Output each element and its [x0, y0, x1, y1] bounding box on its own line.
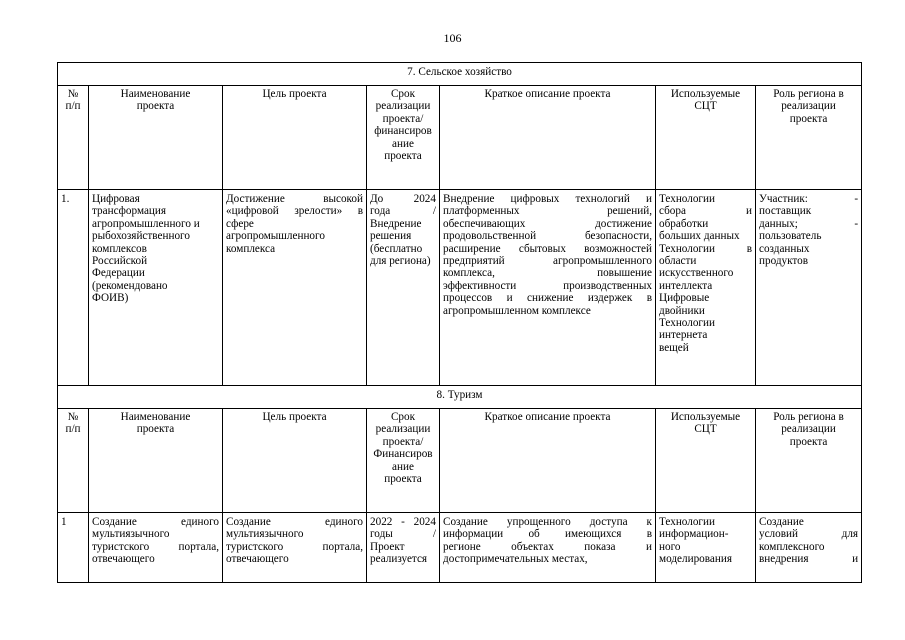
- header-desc: [440, 86, 656, 190]
- text-line: финансиров: [374, 125, 432, 138]
- section-row: [58, 386, 862, 409]
- text-line: больших данных: [659, 230, 740, 243]
- text-line: Достижение высокой: [226, 193, 363, 205]
- text-line: эффективности производственных: [443, 279, 652, 292]
- text-line: Срок: [390, 88, 416, 100]
- text-line: п/п: [65, 423, 81, 436]
- text-line: информацион-: [659, 528, 729, 541]
- text-line: ание: [392, 137, 414, 150]
- text-line: процессов и снижение издержек в: [443, 292, 652, 305]
- cell-num: 1: [58, 513, 89, 583]
- text-line: Технологии: [659, 193, 715, 205]
- text-line: Проект: [370, 540, 405, 553]
- text-line: реализации: [781, 423, 836, 436]
- cell-desc: [440, 190, 656, 386]
- cell-name: [89, 513, 223, 583]
- header-term: [367, 86, 440, 190]
- text-line: агропромышленного: [226, 230, 325, 243]
- text-line: обеспечивающих достижение: [443, 217, 652, 230]
- text-line: Федерации: [92, 267, 145, 280]
- text-line: решения: [370, 230, 412, 243]
- text-line: реализации: [781, 100, 836, 113]
- text-line: проекта: [136, 423, 175, 436]
- text-line: туристского портала,: [226, 540, 363, 553]
- text-line: продуктов: [759, 255, 809, 268]
- text-line: расширение сбытовых возможностей: [443, 242, 652, 255]
- text-line: №: [67, 88, 79, 100]
- table-row: [58, 190, 862, 386]
- text-line: проекта: [384, 473, 422, 486]
- text-line: Роль региона в: [773, 88, 844, 100]
- text-line: пользователь: [759, 230, 822, 243]
- text-line: моделирования: [659, 553, 732, 566]
- header-goal: [223, 409, 367, 513]
- text-line: Краткое описание проекта: [484, 88, 611, 100]
- text-line: реализуется: [370, 553, 428, 566]
- projects-table: [57, 62, 862, 583]
- text-line: 2022 - 2024: [370, 516, 436, 528]
- text-line: Технологии: [659, 516, 715, 528]
- text-line: проекта: [789, 112, 828, 125]
- text-line: внедрения и: [759, 553, 859, 566]
- text-line: регионе объектах показа и: [443, 540, 652, 553]
- text-line: Технологии в: [659, 242, 752, 255]
- cell-term: [367, 513, 440, 583]
- text-line: для региона): [370, 255, 431, 268]
- table-row: [58, 513, 862, 583]
- header-role: [756, 409, 862, 513]
- header-name: [89, 86, 223, 190]
- text-line: Внедрение цифровых технологий и: [443, 193, 652, 205]
- cell-num: 1.: [58, 190, 89, 386]
- cell-role: [756, 513, 862, 583]
- header-name: [89, 409, 223, 513]
- section-title-tourism: 8. Туризм: [58, 386, 862, 409]
- text-line: мультиязычного: [92, 528, 170, 541]
- text-line: проекта/: [382, 112, 424, 125]
- text-line: Используемые: [670, 88, 741, 100]
- text-line: проекта/: [382, 435, 424, 448]
- cell-tech: [656, 190, 756, 386]
- cell-tech: [656, 513, 756, 583]
- text-line: проекта: [384, 150, 422, 163]
- text-line: Создание упрощенного доступа к: [443, 516, 652, 528]
- text-line: Краткое описание проекта: [484, 411, 611, 423]
- text-line: Наименование: [120, 88, 191, 100]
- text-line: отвечающего: [92, 553, 155, 566]
- text-line: Цифровые: [659, 292, 710, 305]
- text-line: года /: [370, 205, 436, 218]
- text-line: комплекса, повышение: [443, 267, 652, 280]
- text-line: п/п: [65, 100, 81, 113]
- text-line: Используемые: [670, 411, 741, 423]
- header-desc: [440, 409, 656, 513]
- text-line: отвечающего: [226, 553, 289, 566]
- text-line: мультиязычного: [226, 528, 304, 541]
- text-line: интеллекта: [659, 279, 713, 292]
- text-line: Внедрение: [370, 217, 422, 230]
- text-line: Роль региона в: [773, 411, 844, 423]
- text-line: №: [67, 411, 79, 423]
- header-tech: [656, 86, 756, 190]
- text-line: Участник: -: [759, 193, 859, 205]
- text-line: поставщик: [759, 205, 812, 218]
- text-line: интернета: [659, 329, 708, 342]
- text-line: Создание: [759, 516, 804, 528]
- text-line: сбора и: [659, 205, 752, 218]
- header-tech: [656, 409, 756, 513]
- text-line: обработки: [659, 217, 709, 230]
- header-row: [58, 409, 862, 513]
- text-line: СЦТ: [694, 100, 717, 113]
- text-line: комплексного: [759, 540, 825, 553]
- text-line: ание: [392, 460, 414, 473]
- text-line: трансформация: [92, 205, 167, 218]
- page-number: 106: [443, 31, 462, 45]
- text-line: «цифровой зрелости» в: [226, 205, 363, 218]
- text-line: До 2024: [370, 193, 436, 205]
- header-num: [58, 409, 89, 513]
- text-line: Цель проекта: [262, 88, 327, 100]
- cell-name: [89, 190, 223, 386]
- text-line: СЦТ: [694, 423, 717, 436]
- text-line: данных; -: [759, 217, 859, 230]
- text-line: реализации: [375, 423, 431, 436]
- text-line: Создание единого: [226, 516, 363, 528]
- text-line: Создание единого: [92, 516, 219, 528]
- text-line: Технологии: [659, 317, 715, 330]
- text-line: комплексов: [92, 242, 147, 255]
- section-title-agriculture: 7. Сельское хозяйство: [58, 63, 862, 86]
- text-line: Цифровая: [92, 193, 140, 205]
- text-line: искусственного: [659, 267, 734, 280]
- header-goal: [223, 86, 367, 190]
- text-line: условий для: [759, 528, 859, 541]
- text-line: ного: [659, 540, 681, 553]
- cell-term: [367, 190, 440, 386]
- text-line: Российской: [92, 255, 148, 268]
- header-term: [367, 409, 440, 513]
- text-line: агропромышленном комплексе: [443, 304, 591, 317]
- text-line: достопримечательных местах,: [443, 553, 588, 566]
- text-line: проекта: [136, 100, 175, 113]
- text-line: ФОИВ): [92, 292, 129, 305]
- text-line: информации об имеющихся в: [443, 528, 652, 541]
- cell-desc: [440, 513, 656, 583]
- text-line: туристского портала,: [92, 540, 219, 553]
- text-line: платформенных решений,: [443, 205, 652, 218]
- text-line: рыбохозяйственного: [92, 230, 190, 243]
- text-line: созданных: [759, 242, 810, 255]
- text-line: годы /: [370, 528, 436, 541]
- text-line: области: [659, 255, 697, 268]
- text-line: двойники: [659, 304, 705, 317]
- text-line: вещей: [659, 341, 689, 354]
- text-line: (рекомендовано: [92, 279, 168, 292]
- text-line: продовольственной безопасности,: [443, 230, 652, 243]
- text-line: агропромышленного и: [92, 217, 200, 230]
- text-line: комплекса: [226, 242, 276, 255]
- cell-role: [756, 190, 862, 386]
- text-line: проекта: [789, 435, 828, 448]
- header-role: [756, 86, 862, 190]
- text-line: Финансиров: [373, 448, 433, 461]
- header-num: [58, 86, 89, 190]
- section-row: [58, 63, 862, 86]
- header-row: [58, 86, 862, 190]
- text-line: Срок: [390, 411, 416, 423]
- text-line: сфере: [226, 217, 254, 230]
- text-line: (бесплатно: [370, 242, 423, 255]
- text-line: Цель проекта: [262, 411, 327, 423]
- text-line: Наименование: [120, 411, 191, 423]
- text-line: предприятий агропромышленного: [443, 255, 652, 268]
- cell-goal: [223, 190, 367, 386]
- text-line: реализации: [375, 100, 431, 113]
- cell-goal: [223, 513, 367, 583]
